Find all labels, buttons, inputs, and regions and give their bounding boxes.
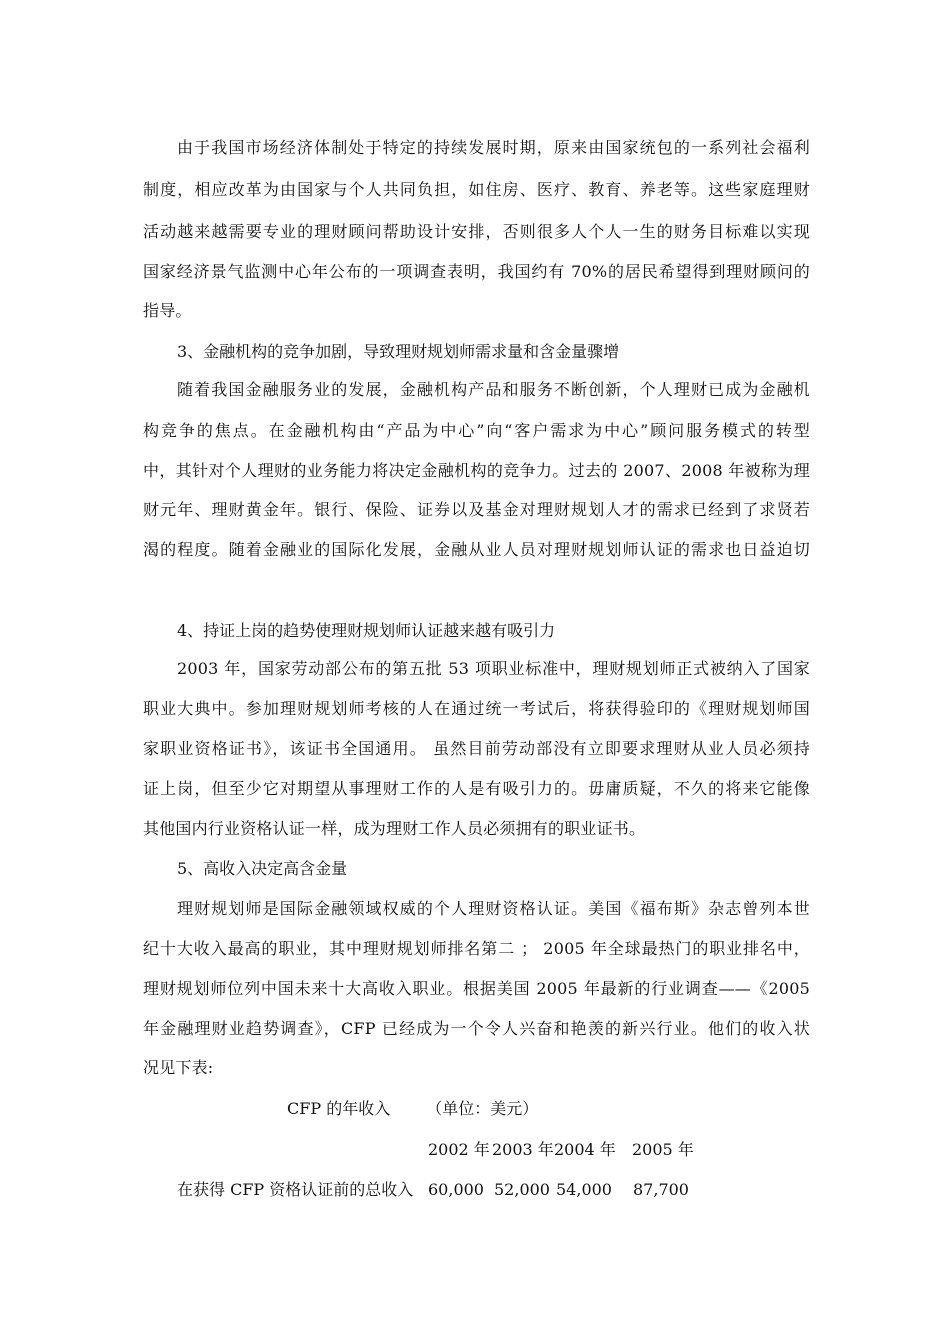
table-year-header: 2005 年 [632,1140,694,1159]
section-heading-3: 3、金融机构的竞争加剧，导致理财规划师需求量和含金量骤增 [177,342,620,361]
paragraph-line: 况见下表: [143,1058,214,1077]
paragraph-line: 制度，相应改革为由国家与个人共同负担，如住房、医疗、教育、养老等。这些家庭理财 [143,180,810,199]
table-year-header: 2003 年 [492,1140,554,1159]
table-year-header: 2004 年 [554,1140,616,1159]
table-cell: 60,000 [428,1180,484,1199]
income-table-title [287,1099,538,1119]
income-table-caption: CFP 的年收入 [287,1099,391,1118]
section-heading-4: 4、持证上岗的趋势使理财规划师认证越来越有吸引力 [177,621,556,640]
table-row-label: 在获得 CFP 资格认证前的总收入 [177,1180,414,1199]
paragraph-line: 纪十大收入最高的职业，其中理财规划师排名第二 ； 2005 年全球最热门的职业排名中， [143,939,810,958]
section-heading-5: 5、高收入决定高含金量 [177,859,348,878]
paragraph-line: 家职业资格证书》，该证书全国通用。 虽然目前劳动部没有立即要求理财从业人员必须持 [143,739,810,758]
paragraph-line: 活动越来越需要专业的理财顾问帮助设计安排，否则很多人个人一生的财务目标难以实现 [143,222,810,241]
paragraph-line: 理财规划师是国际金融领域权威的个人理财资格认证。美国《福布斯》杂志曾列本世 [177,899,810,918]
paragraph-line: 随着我国金融服务业的发展，金融机构产品和服务不断创新，个人理财已成为金融机 [177,380,810,399]
table-cell: 87,700 [633,1180,689,1199]
paragraph-line: 渴的程度。随着金融业的国际化发展，金融从业人员对理财规划师认证的需求也日益迫切 [143,540,810,559]
income-table-unit: （单位：美元） [426,1099,539,1118]
table-cell: 54,000 [556,1180,612,1199]
paragraph-line: 财元年、理财黄金年。银行、保险、证券以及基金对理财规划人才的需求已经到了求贤若 [143,500,810,519]
paragraph-line: 由于我国市场经济体制处于特定的持续发展时期，原来由国家统包的一系列社会福利 [177,138,810,157]
paragraph-line: 中，其针对个人理财的业务能力将决定金融机构的竞争力。过去的 2007、2008 年被称为理 [143,461,810,480]
paragraph-line: 年金融理财业趋势调查》，CFP 已经成为一个令人兴奋和艳羡的新兴行业。他们的收入状 [143,1019,810,1038]
paragraph-line: 其他国内行业资格认证一样，成为理财工作人员必须拥有的职业证书。 [143,819,646,838]
paragraph-line: 2003 年，国家劳动部公布的第五批 53 项职业标准中，理财规划师正式被纳入了国家 [177,659,810,678]
paragraph-line: 理财规划师位列中国未来十大高收入职业。根据美国 2005 年最新的行业调查——《2005 [143,979,810,998]
paragraph-line: 证上岗，但至少它对期望从事理财工作的人是有吸引力的。毋庸质疑，不久的将来它能像 [143,779,810,798]
paragraph-line: 国家经济景气监测中心年公布的一项调查表明，我国约有 70%的居民希望得到理财顾问的 [143,262,810,281]
paragraph-line: 指导。 [143,301,192,320]
paragraph-line: 构竞争的焦点。在金融机构由“产品为中心”向“客户需求为中心”顾问服务模式的转型 [143,421,810,440]
table-year-header: 2002 年 [428,1140,490,1159]
table-cell: 52,000 [494,1180,550,1199]
paragraph-line: 职业大典中。参加理财规划师考核的人在通过统一考试后，将获得验印的《理财规划师国 [143,699,810,718]
